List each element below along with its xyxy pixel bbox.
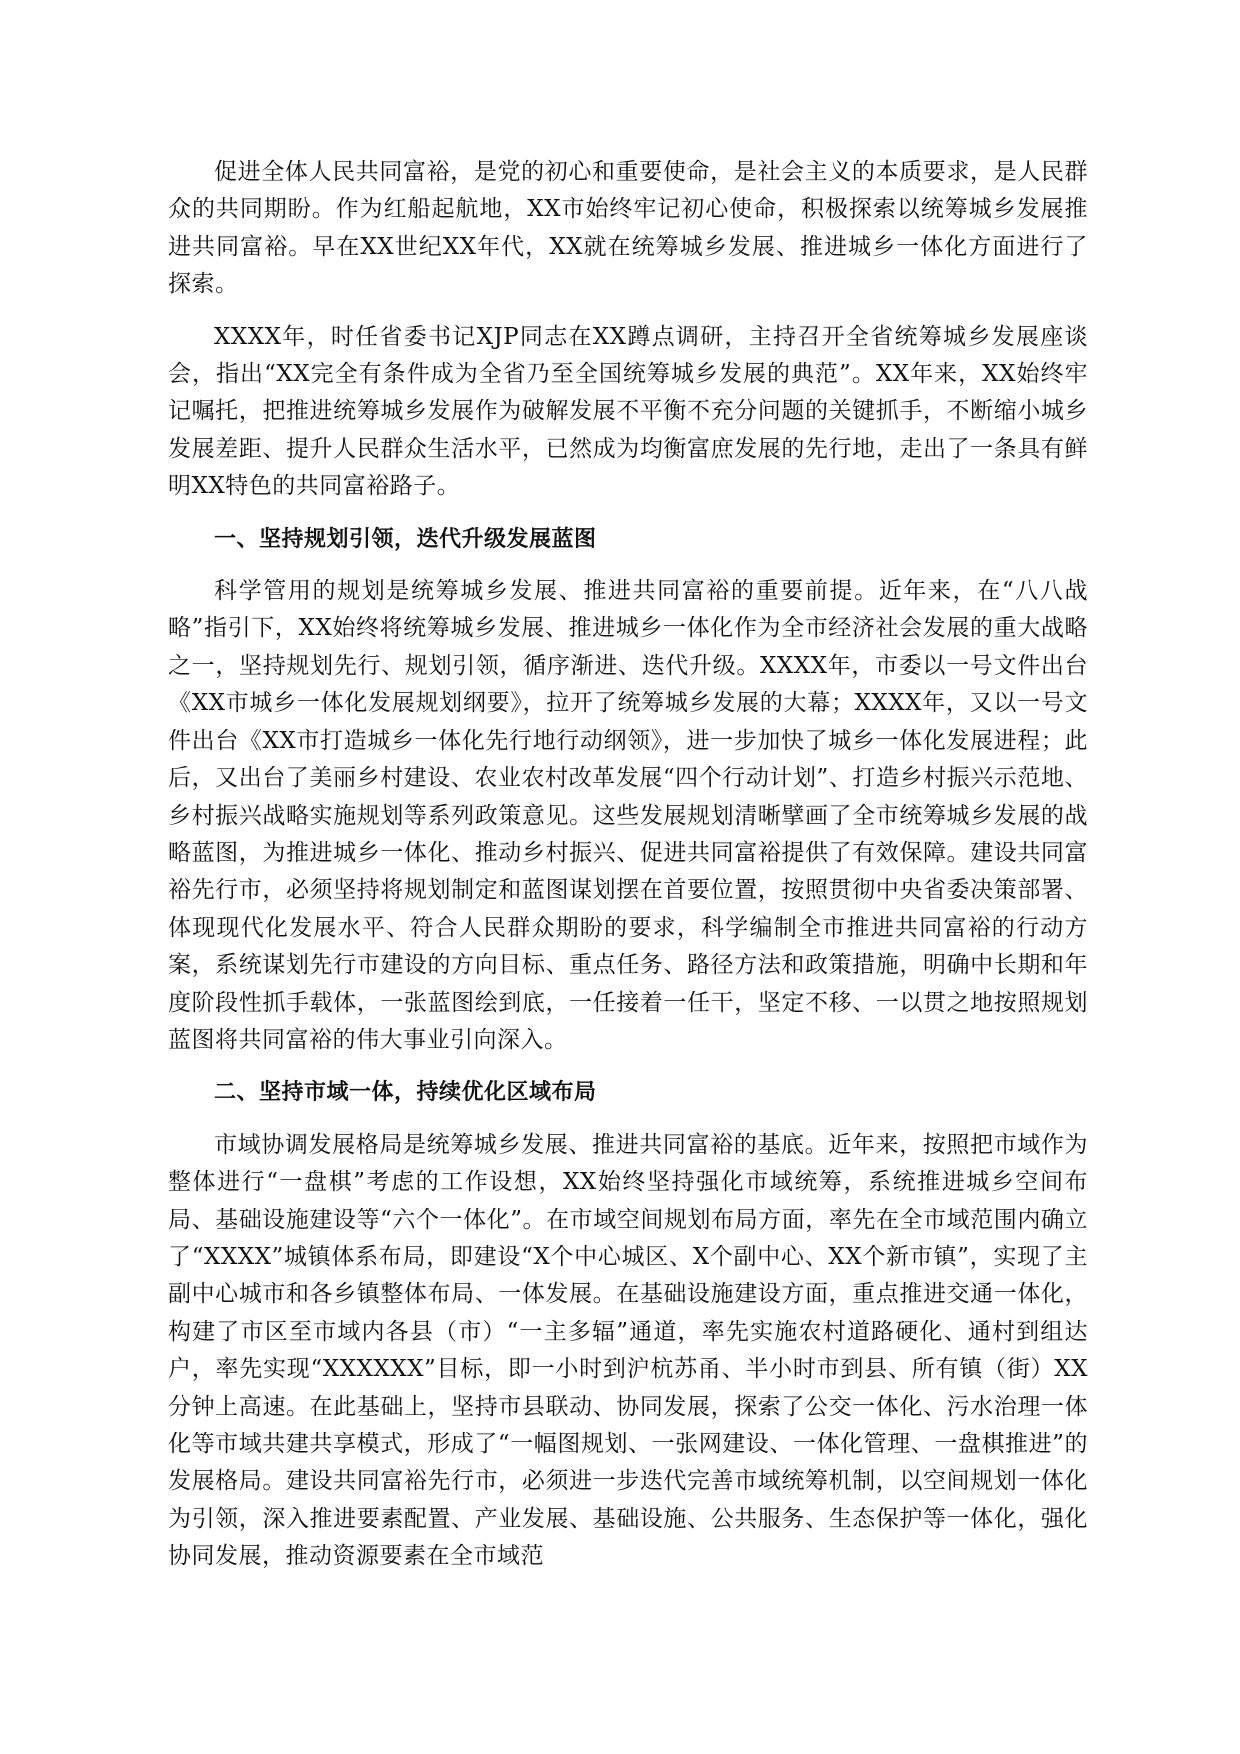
- background-paragraph: XXXX年，时任省委书记XJP同志在XX蹲点调研，主持召开全省统筹城乡发展座谈会，指出“XX完全有条件成为全省乃至全国统筹城乡发展的典范”。XX年来，XX始终牢记嘱托，把推进统筹城乡发展作为破解发展不平衡不充分问题的关键抓手，不断缩小城乡发展差距、提升人民群众生活水平，已然成为均衡富庶发展的先行地，走出了一条具有鲜明XX特色的共同富裕路子。: [168, 323, 1088, 500]
- intro-paragraph: 促进全体人民共同富裕，是党的初心和重要使命，是社会主义的本质要求，是人民群众的共同期盼。作为红船起航地，XX市始终牢记初心使命，积极探索以统筹城乡发展推进共同富裕。早在XX世纪XX年代，XX就在统筹城乡发展、推进城乡一体化方面进行了探索。: [168, 159, 1088, 298]
- section-heading-regional: 二、坚持市域一体，持续优化区域布局: [214, 1080, 597, 1106]
- planning-paragraph: 科学管用的规划是统筹城乡发展、推进共同富裕的重要前提。近年来，在“八八战略”指引下，XX始终将统筹城乡发展、推进城乡一体化作为全市经济社会发展的重大战略之一，坚持规划先行、规划引领，循序渐进、迭代升级。XXXX年，市委以一号文件出台《XX市城乡一体化发展规划纲要》，拉开了统筹城乡发展的大幕；XXXX年，又以一号文件出台《XX市打造城乡一体化先行地行动纲领》，进一步加快了城乡一体化发展进程；此后，又出台了美丽乡村建设、农业农村改革发展“四个行动计划”、打造乡村振兴示范地、乡村振兴战略实施规划等系列政策意见。这些发展规划清晰擘画了全市统筹城乡发展的战略蓝图，为推进城乡一体化、推动乡村振兴、促进共同富裕提供了有效保障。建设共同富裕先行市，必须坚持将规划制定和蓝图谋划摆在首要位置，按照贯彻中央省委决策部署、体现现代化发展水平、符合人民群众期盼的要求，科学编制全市推进共同富裕的行动方案，系统谋划先行市建设的方向目标、重点任务、路径方法和政策措施，明确中长期和年度阶段性抓手载体，一张蓝图绘到底，一任接着一任干，坚定不移、一以贯之地按照规划蓝图将共同富裕的伟大事业引向深入。: [168, 578, 1088, 1053]
- document-page: [168, 154, 1088, 1591]
- section-heading-planning: 一、坚持规划引领，迭代升级发展蓝图: [214, 526, 597, 552]
- regional-paragraph: 市域协调发展格局是统筹城乡发展、推进共同富裕的基底。近年来，按照把市域作为整体进行“一盘棋”考虑的工作设想，XX始终坚持强化市域统筹，系统推进城乡空间布局、基础设施建设等“六个一体化”。在市域空间规划布局方面，率先在全市域范围内确立了“XXXX”城镇体系布局，即建设“X个中心城区、X个副中心、XX个新市镇”，实现了主副中心城市和各乡镇整体布局、一体发展。在基础设施建设方面，重点推进交通一体化，构建了市区至市域内各县（市）“一主多辐”通道，率先实施农村道路硬化、通村到组达户，率先实现“XXXXXX”目标，即一小时到沪杭苏甬、半小时市到县、所有镇（街）XX分钟上高速。在此基础上，坚持市县联动、协同发展，探索了公交一体化、污水治理一体化等市域共建共享模式，形成了“一幅图规划、一张网建设、一体化管理、一盘棋推进”的发展格局。建设共同富裕先行市，必须进一步迭代完善市域统筹机制，以空间规划一体化为引领，深入推进要素配置、产业发展、基础设施、公共服务、生态保护等一体化，强化协同发展，推动资源要素在全市域范: [168, 1131, 1088, 1570]
